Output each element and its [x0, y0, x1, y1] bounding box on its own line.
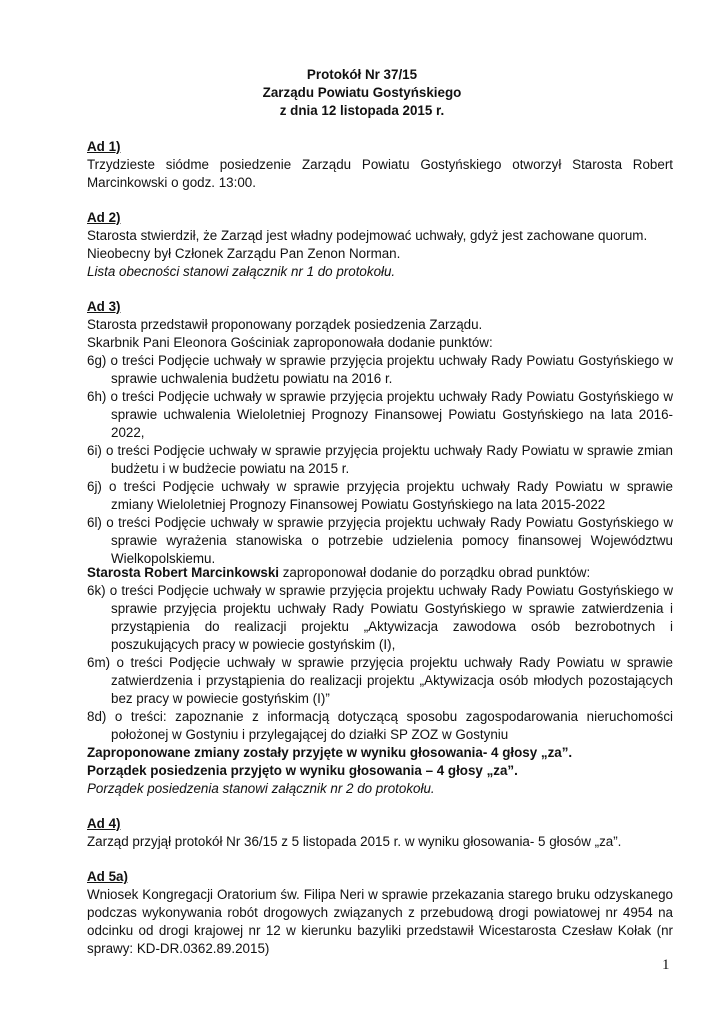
agenda-item-6h-first: 6h) o treści Podjęcie uchwały w sprawie przyjęcia projektu uchwały Rady Powiatu Gostyńskiego w — [87, 389, 673, 404]
ad4-text: Zarząd przyjął protokół Nr 36/15 z 5 listopada 2015 r. w wyniku głosowania- 5 głosów „za”. — [87, 834, 622, 849]
agenda-item-6i-rest: budżetu i w budżecie powiatu na 2015 r. — [111, 461, 350, 476]
board-name: Zarządu Powiatu Gostyńskiego — [262, 85, 462, 100]
ad2-heading: Ad 2) — [87, 210, 121, 225]
agenda-item-6h — [87, 388, 673, 442]
agenda-item-6j — [87, 478, 673, 514]
agenda-item-6l-rest: sprawie wyrażenia stanowiska o potrzebie udzielenia pomocy finansowej Województwu Wielkopolskiemu. — [111, 533, 673, 566]
page-number: 1 — [662, 957, 670, 973]
agenda-item-6i — [87, 442, 673, 478]
protocol-date: z dnia 12 listopada 2015 r. — [279, 103, 445, 118]
agenda-item-6j-first: 6j) o treści Podjęcie uchwały w sprawie przyjęcia projektu uchwały Rady Powiatu w sprawie — [87, 479, 673, 494]
ad2-annex-text: Lista obecności stanowi załącznik nr 1 do protokołu. — [87, 264, 396, 279]
ad1-heading: Ad 1) — [87, 139, 121, 154]
agenda-item-6m-first: 6m) o treści Podjęcie uchwały w sprawie przyjęcia projektu uchwały Rady Powiatu w sprawie — [87, 655, 673, 670]
agenda-item-6m-rest: zatwierdzenia i przystąpienia do realizacji projektu „Aktywizacja osób młodych pozostających bez pracy w powiecie gostyńskim (I)” — [111, 673, 673, 706]
agenda-item-8d-first: 8d) o treści: zapoznanie z informacją dotyczącą sposobu zagospodarowania nieruchomości — [87, 709, 673, 724]
starosta-proposal — [87, 564, 677, 582]
agenda-item-6g-rest: sprawie uchwalenia budżetu powiatu na 2016 r. — [111, 371, 393, 386]
vote-changes-result: Zaproponowane zmiany zostały przyjęte w wyniku głosowania- 4 głosy „za”. — [87, 745, 573, 760]
ad3-annex-text: Porządek posiedzenia stanowi załącznik nr 2 do protokołu. — [87, 781, 435, 796]
agenda-item-8d-rest: położonej w Gostyniu i przylegającej do działki SP ZOZ w Gostyniu — [111, 727, 509, 742]
agenda-item-6m — [87, 654, 673, 708]
agenda-item-6l — [87, 514, 673, 568]
ad5a-text: Wniosek Kongregacji Oratorium św. Filipa Neri w sprawie przekazania starego bruku odzyskanego podczas wykonywania robót drogowych związanych z przebudową drogi powiatowej nr 4954 na odcinku od drogi krajowej nr 12 w kierunku bazyliki przedstawił Wicestarosta Czesław Kołak (nr sprawy: KD-DR.0362.89.2015) — [87, 887, 673, 956]
ad3-heading: Ad 3) — [87, 299, 121, 314]
protocol-title: Protokół Nr 37/15 — [306, 67, 418, 82]
ad2-absent-text: Nieobecny był Członek Zarządu Pan Zenon Norman. — [87, 246, 401, 261]
ad4-heading: Ad 4) — [87, 816, 121, 831]
agenda-item-6k-first: 6k) o treści Podjęcie uchwały w sprawie przyjęcia projektu uchwały Rady Powiatu Gostyńskiego w — [87, 583, 673, 598]
agenda-item-6g-first: 6g) o treści Podjęcie uchwały w sprawie przyjęcia projektu uchwały Rady Powiatu Gostyńskiego w — [87, 353, 673, 368]
ad2-quorum-text: Starosta stwierdził, że Zarząd jest władny podejmować uchwały, gdyż jest zachowane quorum. — [87, 228, 648, 243]
starosta-name: Starosta Robert Marcinkowski — [87, 565, 279, 580]
vote-agenda-result: Porządek posiedzenia przyjęto w wyniku głosowania – 4 głosy „za”. — [87, 763, 518, 778]
agenda-item-6i-first: 6i) o treści Podjęcie uchwały w sprawie przyjęcia projektu uchwały Rady Powiatu w sprawie zmian — [87, 443, 673, 458]
agenda-item-6k — [87, 582, 673, 654]
agenda-item-6l-first: 6l) o treści Podjęcie uchwały w sprawie przyjęcia projektu uchwały Rady Powiatu Gostyńskiego w — [87, 515, 673, 530]
ad1-text: Trzydzieste siódme posiedzenie Zarządu Powiatu Gostyńskiego otworzył Starosta Robert Marcinkowski o godz. 13:00. — [87, 157, 673, 190]
agenda-item-6k-rest: sprawie przyjęcia projektu uchwały Rady Powiatu Gostyńskiego w sprawie zatwierdzenia i przystąpienia do realizacji projektu „Aktywizacja zawodowa osób bezrobotnych i poszukujących pracy w powiecie gostyńskim (I), — [111, 601, 673, 652]
agenda-item-6g — [87, 352, 673, 388]
ad3-intro-text: Starosta przedstawił proponowany porządek posiedzenia Zarządu. — [87, 317, 483, 332]
agenda-item-6h-rest: sprawie uchwalenia Wieloletniej Prognozy Finansowej Powiatu Gostyńskiego na lata 2016-2022, — [111, 407, 673, 440]
starosta-proposal-text: zaproponował dodanie do porządku obrad punktów: — [279, 565, 591, 580]
ad5a-heading: Ad 5a) — [87, 869, 128, 884]
agenda-item-8d — [87, 708, 673, 744]
agenda-item-6j-rest: zmiany Wieloletniej Prognozy Finansowej Powiatu Gostyńskiego na lata 2015-2022 — [111, 497, 606, 512]
ad3-skarbnik-text: Skarbnik Pani Eleonora Gościniak zaproponowała dodanie punktów: — [87, 335, 493, 350]
